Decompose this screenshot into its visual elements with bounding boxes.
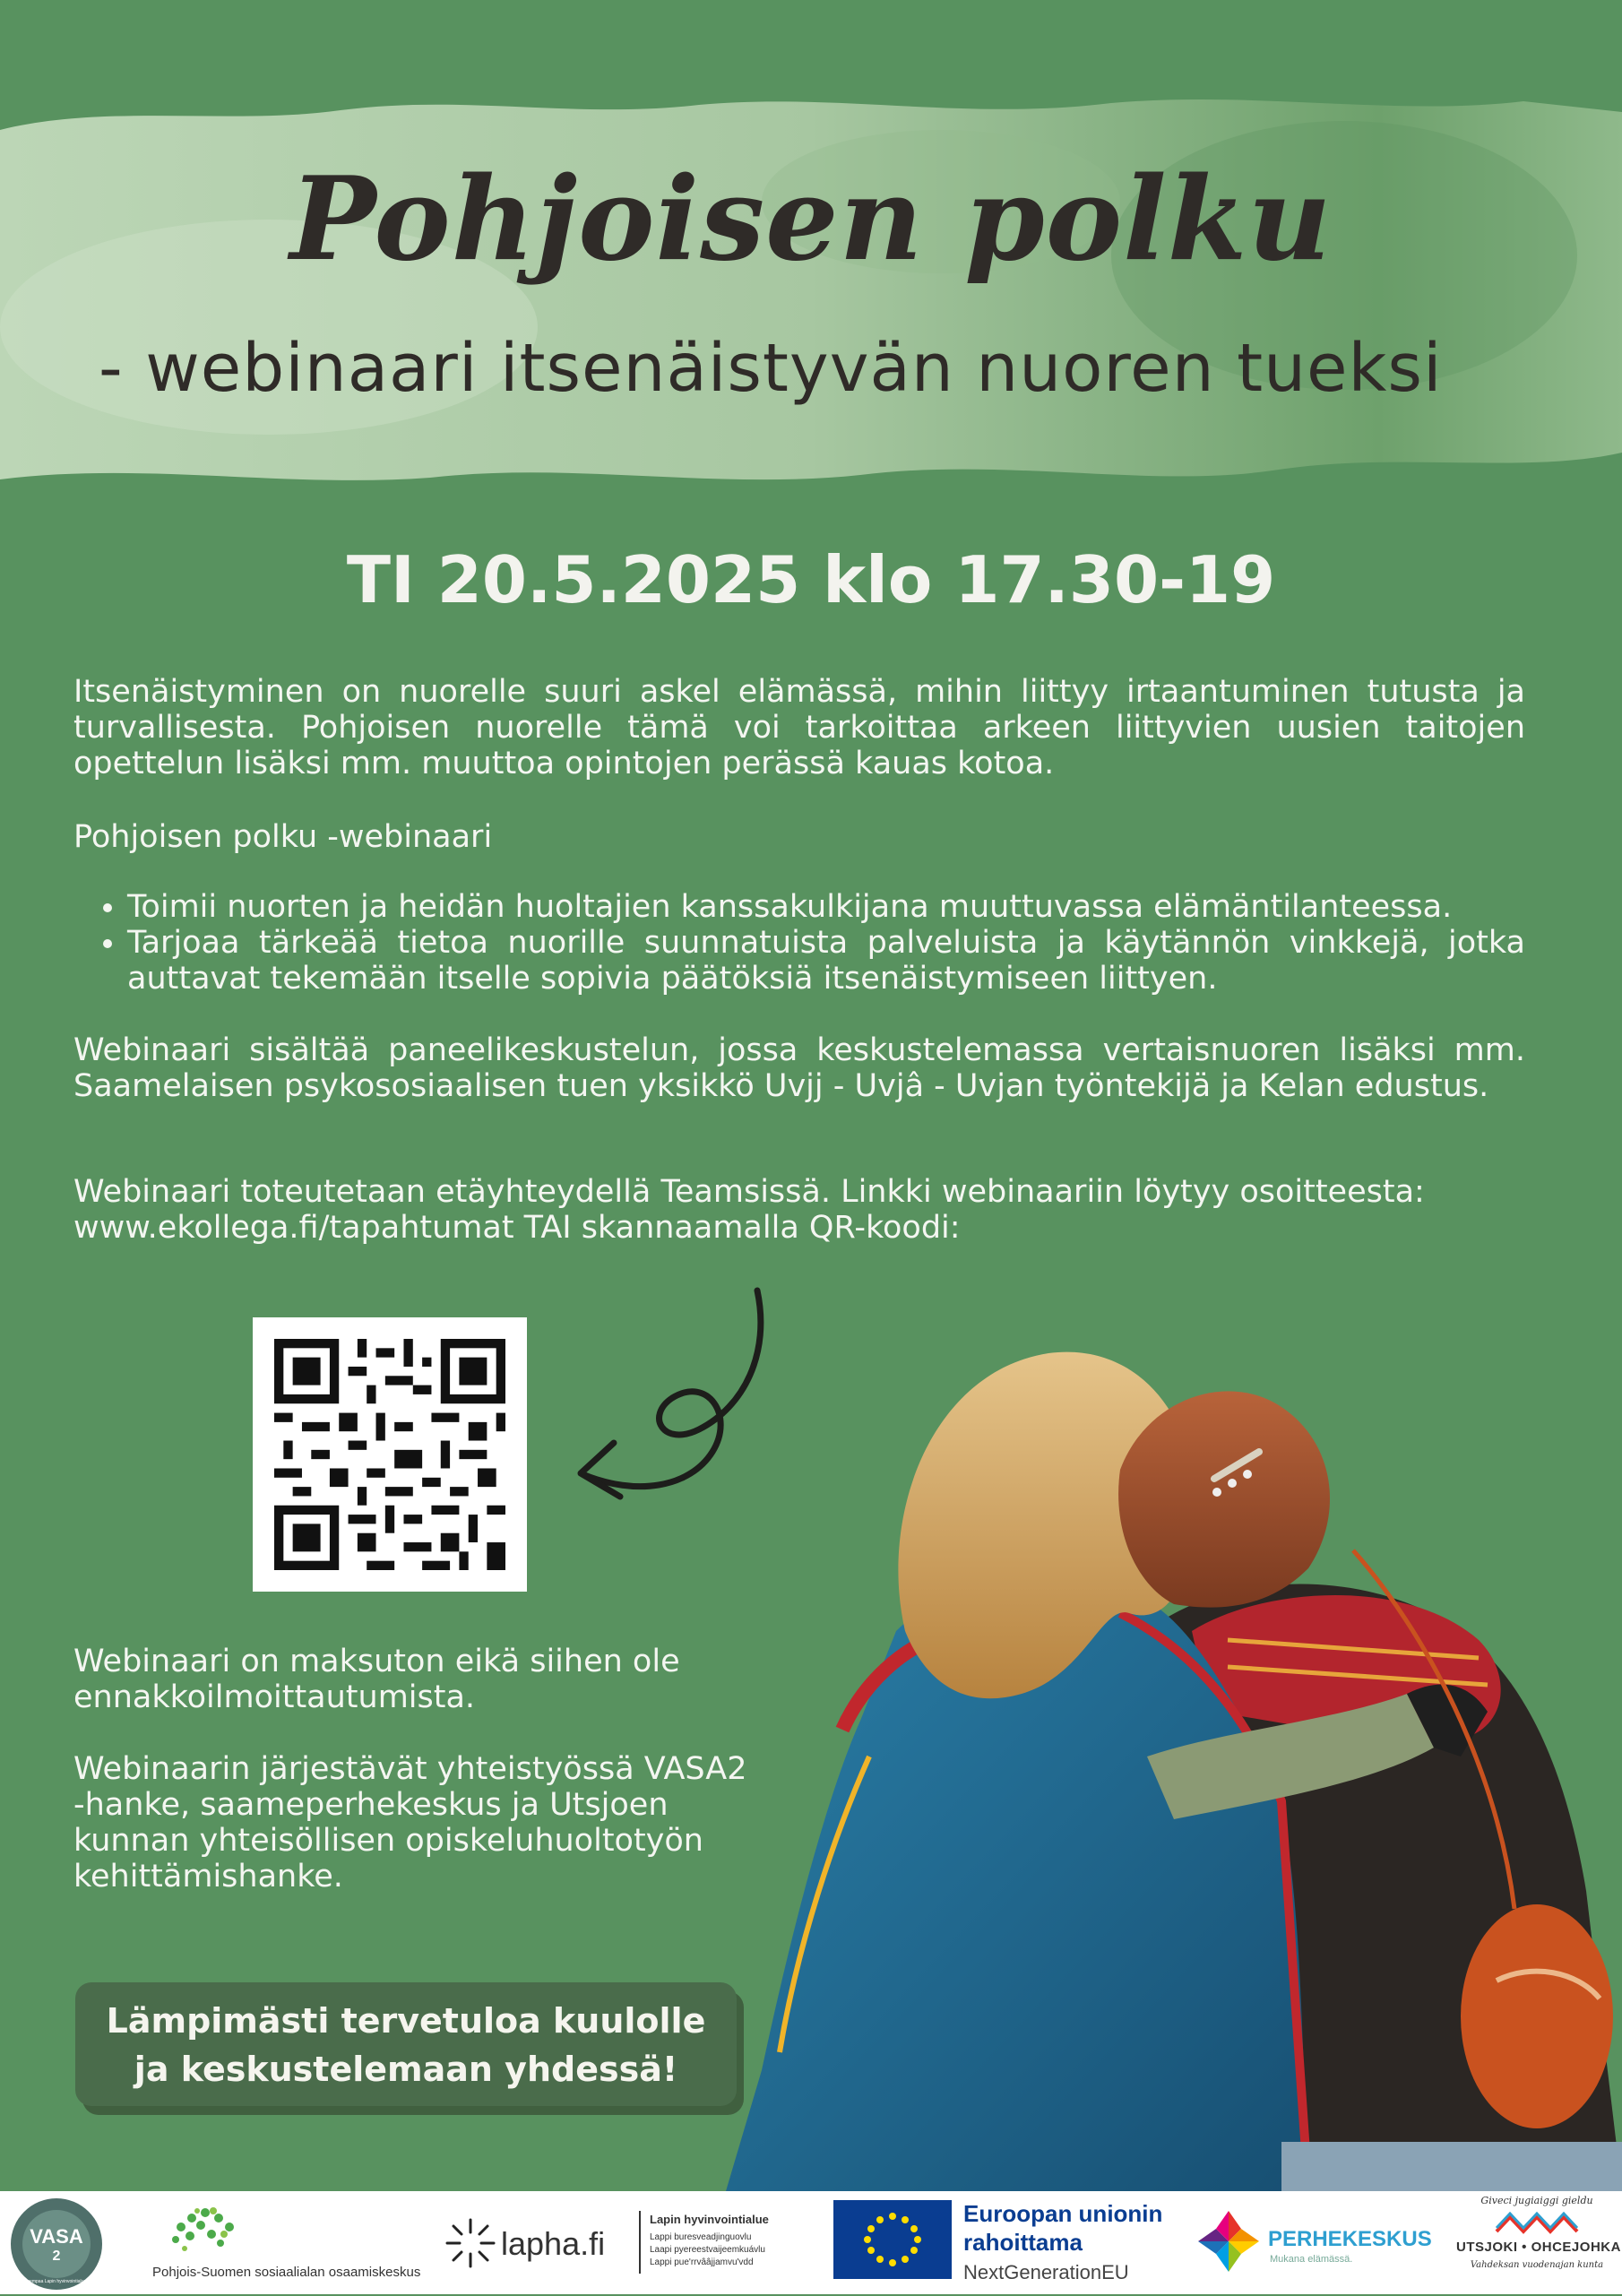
leaf-tree-icon [165, 2204, 246, 2257]
webinar-label: Pohjoisen polku -webinaari [73, 819, 493, 855]
lapha-logo: lapha.fi Lapin hyvinvointialue Lappi buresveadjinguovlu Laapi pyereestvaijeemkuávlu Lappi pue'rrvââjjamvu'vdd [444, 2209, 802, 2281]
list-item: • Toimii nuorten ja heidän huoltajien kanssakulkijana muuttuvassa elämäntilanteessa. [127, 889, 1525, 925]
page-subtitle: - webinaari itsenäistyvän nuoren tueksi [99, 330, 1443, 407]
eu-logo: Euroopan unionin rahoittama NextGenerationEU [833, 2200, 1192, 2290]
hugging-people-image [726, 1335, 1622, 2191]
perhekeskus-star-icon [1196, 2209, 1261, 2274]
list-item: • Tarjoaa tärkeää tietoa nuorille suunnatuista palveluista ja käytännön vinkkejä, jotka auttavat tekemään itselle sopivia päätöksiä itsenäistymiseen liittyen. [127, 925, 1525, 997]
welcome-line-1: Lämpimästi tervetuloa kuulolle [106, 2001, 706, 2041]
footer-logo-bar [0, 2191, 1622, 2294]
organizers-paragraph: Webinaarin järjestävät yhteistyössä VASA2 -hanke, saameperhekeskus ja Utsjoen kunnan yhteisöllisen opiskeluhuoltotyön kehittämishanke. [73, 1751, 747, 1895]
sun-icon [444, 2216, 497, 2270]
event-date: TI 20.5.2025 klo 17.30-19 [346, 542, 1276, 617]
vasa2-logo: VASA 2 Vahvempaa Lapin hyvinvointialueella [9, 2197, 104, 2292]
qr-code[interactable] [253, 1317, 527, 1592]
intro-paragraph: Itsenäistyminen on nuorelle suuri askel elämässä, mihin liittyy irtaantuminen tutusta ja turvallisesta. Pohjoisen nuorelle tämä voi tarkoittaa arkeen liittyvien uusien taitojen opettelun lisäksi mm. muuttoa opintojen perässä kauas kotoa. [73, 674, 1525, 781]
panel-paragraph: Webinaari sisältää paneelikeskustelun, jossa keskustelemassa vertaisnuoren lisäksi mm. Saamelaisen psykososiaalisen tuen yksikkö Uvjj - Uvjâ - Uvjan työntekijä ja Kelan edustus. [73, 1032, 1525, 1104]
utsjoki-logo: Giveci jugiaiggi gieldu UTSJOKI • OHCEJOHKA Vahdeksan vuodenajan kunta [1456, 2195, 1621, 2270]
link-paragraph: Webinaari toteutetaan etäyhteydellä Teamsissä. Linkki webinaariin löytyy osoitteesta: www.ekollega.fi/tapahtumat TAI skannaamalla QR-koodi: [73, 1174, 1425, 1246]
welcome-line-2: ja keskustelemaan yhdessä! [134, 2050, 678, 2089]
colorful-waves-icon [1492, 2212, 1582, 2235]
free-info-paragraph: Webinaari on maksuton eikä siihen ole ennakkoilmoittautumista. [73, 1644, 680, 1715]
qr-code-icon [274, 1339, 505, 1570]
page-title: Pohjoisen polku [289, 152, 1333, 287]
welcome-box [75, 1982, 737, 2106]
eu-flag-icon [833, 2200, 952, 2279]
perhekeskus-logo: PERHEKESKUS Mukana elämässä. [1196, 2209, 1438, 2281]
posoke-logo: Pohjois-Suomen sosiaalialan osaamiskeskus [152, 2204, 421, 2284]
feature-list [73, 889, 1525, 997]
